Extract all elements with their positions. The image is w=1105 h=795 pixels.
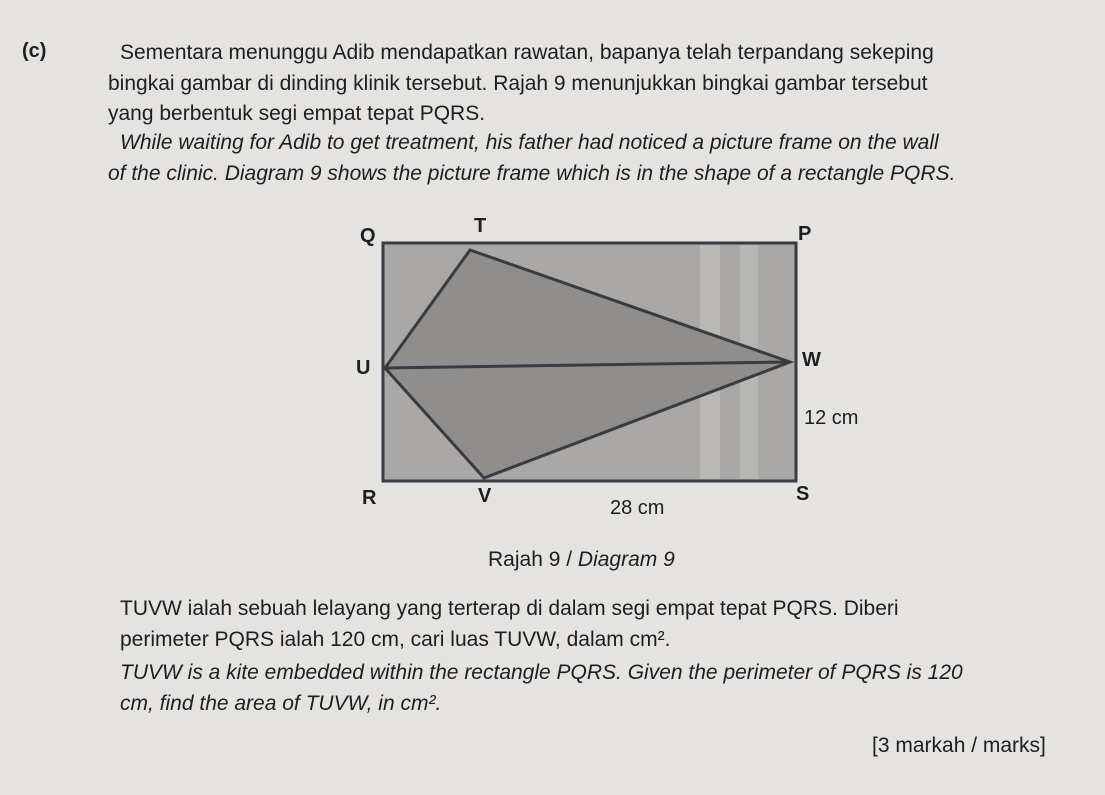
label-q: Q xyxy=(360,225,376,247)
label-w: W xyxy=(802,349,821,371)
label-u: U xyxy=(356,357,371,379)
english-task-line: TUVW is a kite embedded within the rectangle PQRS. Given the perimeter of PQRS is 120 xyxy=(120,661,963,684)
malay-intro-line: Sementara menunggu Adib mendapatkan rawatan, bapanya telah terpandang sekeping xyxy=(120,41,934,64)
english-task-line: cm, find the area of TUVW, in cm². xyxy=(120,691,442,715)
caption-english: Diagram 9 xyxy=(577,548,675,571)
malay-intro-line: yang berbentuk segi empat tepat PQRS. xyxy=(108,102,486,125)
question-number: (c) xyxy=(22,40,47,62)
english-task xyxy=(120,658,1080,719)
width-dimension: 28 cm xyxy=(610,497,665,519)
malay-task xyxy=(120,594,1080,655)
label-s: S xyxy=(796,483,810,505)
malay-task-line: TUVW ialah sebuah lelayang yang terterap di dalam segi empat tepat PQRS. Diberi xyxy=(120,597,899,620)
diagram-caption xyxy=(488,548,675,572)
height-dimension: 12 cm xyxy=(804,407,859,429)
label-t: T xyxy=(474,215,487,237)
label-v: V xyxy=(478,485,492,507)
english-intro-line: of the clinic. Diagram 9 shows the picture frame which is in the shape of a rectangle PQRS. xyxy=(108,161,956,185)
label-r: R xyxy=(362,487,377,509)
malay-task-line: perimeter PQRS ialah 120 cm, cari luas TUVW, dalam cm². xyxy=(120,627,671,651)
english-intro-line: While waiting for Adib to get treatment, his father had noticed a picture frame on the wall xyxy=(120,131,939,154)
label-p: P xyxy=(798,223,812,245)
malay-intro-line: bingkai gambar di dinding klinik tersebut. Rajah 9 menunjukkan bingkai gambar tersebut xyxy=(108,71,928,95)
caption-malay: Rajah 9 / xyxy=(488,548,573,571)
marks-allocation: [3 markah / marks] xyxy=(872,734,1046,757)
